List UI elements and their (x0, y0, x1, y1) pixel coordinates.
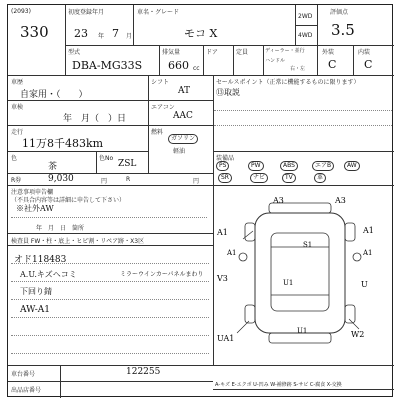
mark-left-door: V3 (217, 274, 228, 283)
reg-month: 7 (112, 27, 119, 40)
interior-grade: C (364, 58, 373, 71)
inspector-header: 検査員 FW・柱・底上・ヒビ割・リペア跡・X3区 (11, 238, 145, 245)
equipment-item-row1-2: ABS (280, 161, 298, 171)
use-label: 車歴 (11, 79, 24, 86)
interior-label: 内装 (358, 49, 371, 56)
check-label: 出品店番号 (11, 387, 42, 394)
mark-left-fender: A1 (217, 228, 228, 237)
car-name-label: 車名・グレード (137, 9, 180, 16)
sheet-code: (2093) (11, 8, 31, 15)
mark-roof: U1 (283, 279, 294, 287)
mark-right-door: U (361, 280, 368, 289)
fuel-label: 燃料 (151, 129, 164, 136)
handle-label: ハンドル (265, 58, 286, 64)
recycle-label: R券 (11, 177, 22, 184)
exterior-grade: C (328, 58, 337, 71)
damage-legend: A-キズ E-エクボ U-凹み W-補修跡 S-サビ C-腐食 X-交換 (215, 382, 342, 388)
equipment-item-row1-0: PS (216, 161, 229, 171)
model-label: 型式 (68, 49, 81, 56)
reg-year: 23 (74, 27, 88, 40)
sales-point: ⑬取説 (216, 88, 240, 97)
color-code-label: 色No (99, 155, 114, 162)
equipment-item-row2-0: SR (218, 173, 232, 183)
mark-hood: S1 (303, 241, 313, 249)
notes-value: ※社外AW (16, 204, 54, 213)
inspector-line-3: 下回り錆 (20, 287, 52, 296)
lot-number: 330 (20, 23, 49, 41)
drive-4wd: 4WD (298, 32, 313, 39)
cc-value: 660 (168, 59, 189, 72)
mark-front-right: A3 (335, 196, 346, 205)
chassis-label: 車台番号 (11, 371, 36, 378)
use-value: 自家用・（ ） (20, 90, 88, 100)
ac-value: AAC (173, 111, 193, 121)
inspection-value: 年 月（ ）日 (63, 114, 127, 124)
mirror-left (239, 253, 247, 261)
ac-label: エアコン (151, 104, 175, 111)
inspection-label: 車検 (11, 104, 24, 111)
car-roof-outline (271, 233, 329, 311)
mileage-label: 走行 (11, 129, 24, 136)
car-damage-diagram (213, 195, 385, 355)
inspector-remark: ミラーウインカーパネルまわり (120, 271, 204, 278)
fuel-other: 軽油 (173, 148, 186, 155)
mark-trunk: U1 (297, 327, 308, 335)
notes-footer: 年 月 日 箇所 (36, 225, 85, 232)
mirror-right (353, 253, 361, 261)
model-value: DBA-MG33S (72, 59, 143, 72)
shift-label: シフト (151, 79, 170, 86)
reg-year-unit: 年 (98, 33, 105, 40)
auction-sheet (7, 4, 393, 397)
mark-rear-right: W2 (351, 330, 365, 339)
color-value: 茶 (48, 162, 58, 172)
equipment-item-row1-3: エアB (312, 161, 334, 171)
shift-value: AT (178, 86, 191, 96)
first-reg-label: 初度登録年月 (68, 9, 105, 16)
equipment-item-row2-1: ナビ (250, 173, 268, 183)
mark-left-mirror: A1 (227, 249, 237, 257)
recycle-extra: R (126, 176, 131, 183)
car-name: モコ X (184, 27, 218, 40)
equipment-item-row2-2: TV (282, 173, 296, 183)
reg-month-unit: 月 (126, 33, 133, 40)
score-label: 評価点 (330, 9, 349, 16)
equipment-item-row2-3: 革 (314, 173, 326, 183)
equipment-item-row1-1: PW (248, 161, 264, 171)
wheel-front-left (245, 223, 255, 241)
inspector-line-4: AW-A1 (20, 305, 50, 315)
color-code-value: ZSL (118, 159, 137, 169)
cc-unit: cc (193, 65, 200, 72)
chassis-value: 122255 (126, 367, 161, 377)
mark-right-mirror: A1 (363, 249, 373, 257)
doors-label: ドア (206, 49, 218, 56)
handle-value: 右・左 (290, 66, 306, 72)
notes-label: 注意事項申告欄 (11, 189, 54, 196)
score-value: 3.5 (331, 21, 355, 39)
recycle-yen-2: 円 (193, 178, 200, 185)
capacity-label: 定員 (236, 49, 249, 56)
drive-2wd: 2WD (298, 13, 313, 20)
cc-label: 排気量 (162, 49, 181, 56)
mark-right-fender: A1 (363, 226, 374, 235)
recycle-yen-1: 円 (101, 178, 108, 185)
fuel-value: ガソリン (168, 134, 198, 144)
mark-rear-left: UA1 (217, 334, 235, 343)
mark-front-left: A3 (273, 196, 284, 205)
car-body-outline (255, 213, 345, 333)
wheel-rear-left (245, 305, 255, 323)
inspector-line-2: A.U.キズヘコミ (20, 270, 77, 279)
mileage-value: 11万8千483km (22, 137, 104, 150)
equipment-item-row1-4: AW (344, 161, 360, 171)
sales-title: セールスポイント（正常に機能するものに限ります） (216, 79, 360, 86)
dealer-label: ディーラー・並行 (265, 48, 305, 54)
exterior-label: 外装 (322, 49, 335, 56)
color-label: 色 (11, 155, 18, 162)
notes-sub: （不具合内容等は詳細に申告して下さい） (11, 197, 126, 204)
wheel-front-right (345, 223, 355, 241)
inspector-line-1: オド118483 (14, 255, 67, 265)
equipment-title: 装備品 (216, 155, 235, 162)
recycle-value: 9,030 (48, 174, 74, 184)
